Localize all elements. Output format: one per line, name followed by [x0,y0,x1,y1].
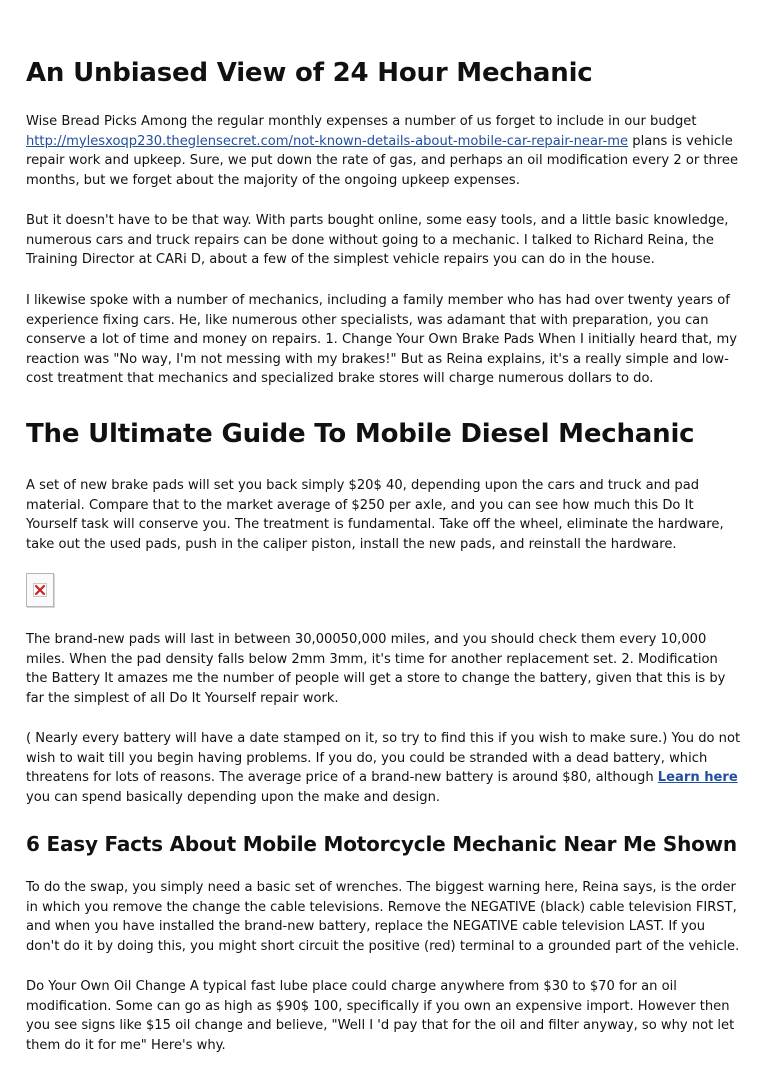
section-1-paragraph-1 [26,112,742,190]
learn-here-link[interactable]: Learn here [657,770,738,786]
section-2-paragraph-1: A set of new brake pads will set you back simply $20$ 40, depending upon the cars and truck and pad material. Compare that to the market average of $250 per axle, and you can see how much this Do It Yourself task will conserve you. The treatment is fundamental. Take off the wheel, eliminate the hardware, take out the used pads, push in the caliper piston, install the new pads, and reinstall the hardware. [26,478,724,552]
article-link[interactable]: http://mylesxoqp230.theglensecret.com/not-known-details-about-mobile-car-repair-near-me [26,133,629,149]
paragraph-text: ( Nearly every battery will have a date stamped on it, so try to find this if you wish to make sure.) You do not wish to wait till you begin having problems. If you do, you could be stranded with a dead battery, which threatens for lots of reasons. The average price of a brand-new battery is around $80, although [26,731,741,786]
broken-image-icon [33,583,47,597]
paragraph-text: plans is vehicle repair work and upkeep. Sure, we put down the rate of gas, and perhaps an oil modification every 2 or three months, but we forget about the majority of the ongoing upkeep expenses. [26,133,739,188]
section-1-paragraph-2: But it doesn't have to be that way. With parts bought online, some easy tools, and a little basic knowledge, numerous cars and truck repairs can be done without going to a mechanic. I talked to Richard Reina, the Training Director at CARi D, about a few of the simplest vehicle repairs you can do in the house. [26,213,729,268]
section-2-heading: The Ultimate Guide To Mobile Diesel Mechanic [26,419,695,449]
section-3-paragraph-2: Do Your Own Oil Change A typical fast lube place could charge anywhere from $30 to $70 for an oil modification. Some can go as high as $90$ 100, specifically if you own an expensive import. However then you see signs like $15 oil change and believe, "Well I 'd pay that for the oil and filter anyway, so why not let them do it for me" Here's why. [26,979,735,1053]
section-3-paragraph-1: To do the swap, you simply need a basic set of wrenches. The biggest warning here, Reina says, is the order in which you remove the change the cable televisions. Remove the NEGATIVE (black) cable television FIRST, and when you have installed the brand-new battery, replace the NEGATIVE cable television LAST. If you don't do it by doing this, you might short circuit the positive (red) terminal to a grounded part of the vehicle. [26,880,740,954]
section-1-paragraph-3: I likewise spoke with a number of mechanics, including a family member who has had over twenty years of experience fixing cars. He, like numerous other specialists, was adamant that with preparation, you can conserve a lot of time and money on repairs. 1. Change Your Own Brake Pads When I initially heard that, my reaction was "No way, I'm not messing with my brakes!" But as Reina explains, it's a really simple and low-cost treatment that mechanics and specialized brake stores will charge numerous dollars to do. [26,293,737,387]
section-3-heading: 6 Easy Facts About Mobile Motorcycle Mechanic Near Me Shown [26,832,737,856]
section-2-paragraph-2: The brand-new pads will last in between 30,00050,000 miles, and you should check them every 10,000 miles. When the pad density falls below 2mm 3mm, it's time for another replacement set. 2. Modification the Battery It amazes me the number of people will get a store to change the battery, given that this is by far the simplest of all Do It Yourself repair work. [26,632,726,706]
section-1-heading: An Unbiased View of 24 Hour Mechanic [26,58,593,88]
broken-image [26,573,54,607]
paragraph-text: you can spend basically depending upon the make and design. [26,789,441,805]
section-2-paragraph-3 [26,729,742,807]
paragraph-text: Wise Bread Picks Among the regular monthly expenses a number of us forget to include in our budget [26,114,697,129]
